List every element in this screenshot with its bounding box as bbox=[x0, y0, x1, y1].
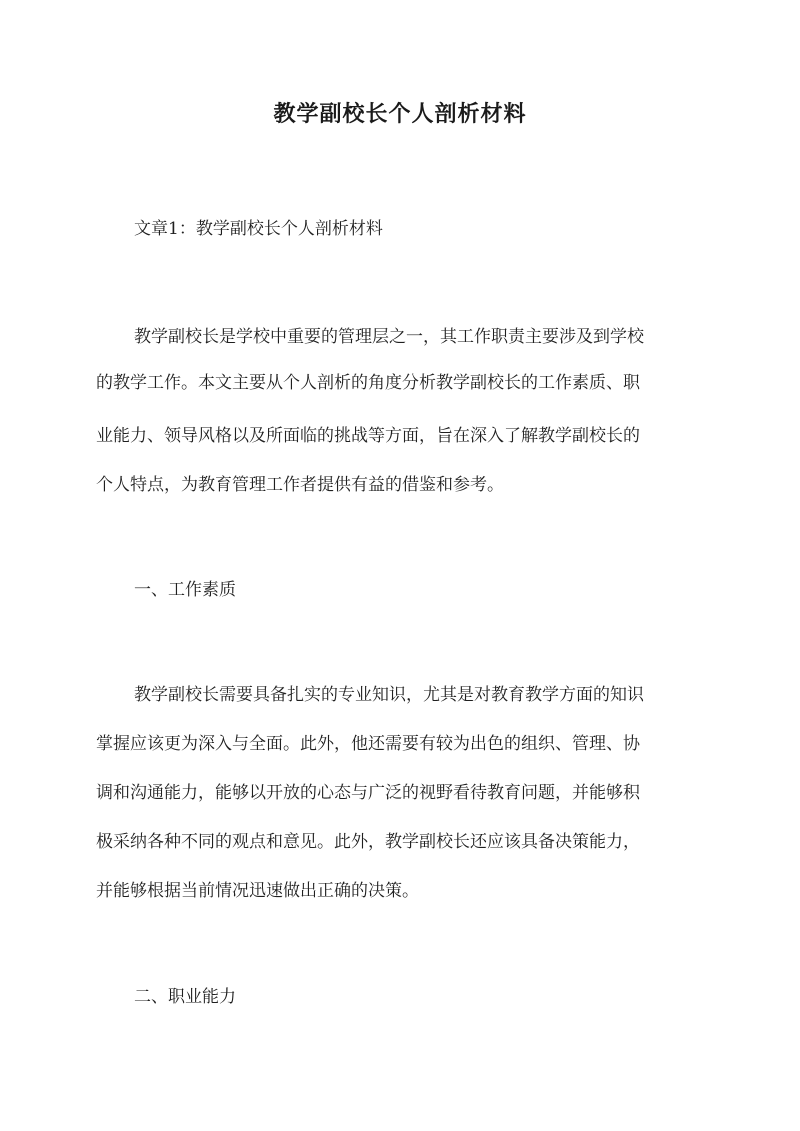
intro-line-4: 个人特点，为教育管理工作者提供有益的借鉴和参考。 bbox=[96, 475, 504, 495]
intro-line-1: 教学副校长是学校中重要的管理层之一，其工作职责主要涉及到学校 bbox=[134, 327, 644, 347]
page-title: 教学副校长个人剖析材料 bbox=[273, 101, 527, 127]
section-1-line-1: 教学副校长需要具备扎实的专业知识，尤其是对教育教学方面的知识 bbox=[134, 685, 644, 705]
section-1-line-3: 调和沟通能力，能够以开放的心态与广泛的视野看待教育问题，并能够积 bbox=[96, 783, 640, 803]
section-1-line-2: 掌握应该更为深入与全面。此外，他还需要有较为出色的组织、管理、协 bbox=[96, 734, 640, 754]
intro-line-2: 的教学工作。本文主要从个人剖析的角度分析教学副校长的工作素质、职 bbox=[96, 373, 640, 393]
section-1-line-5: 并能够根据当前情况迅速做出正确的决策。 bbox=[96, 881, 419, 901]
article-label: 文章1：教学副校长个人剖析材料 bbox=[134, 219, 383, 239]
intro-line-3: 业能力、领导风格以及所面临的挑战等方面，旨在深入了解教学副校长的 bbox=[96, 426, 640, 446]
section-1-heading: 一、工作素质 bbox=[134, 580, 236, 600]
section-2-heading: 二、职业能力 bbox=[134, 987, 236, 1007]
section-1-line-4: 极采纳各种不同的观点和意见。此外，教学副校长还应该具备决策能力， bbox=[96, 832, 640, 852]
